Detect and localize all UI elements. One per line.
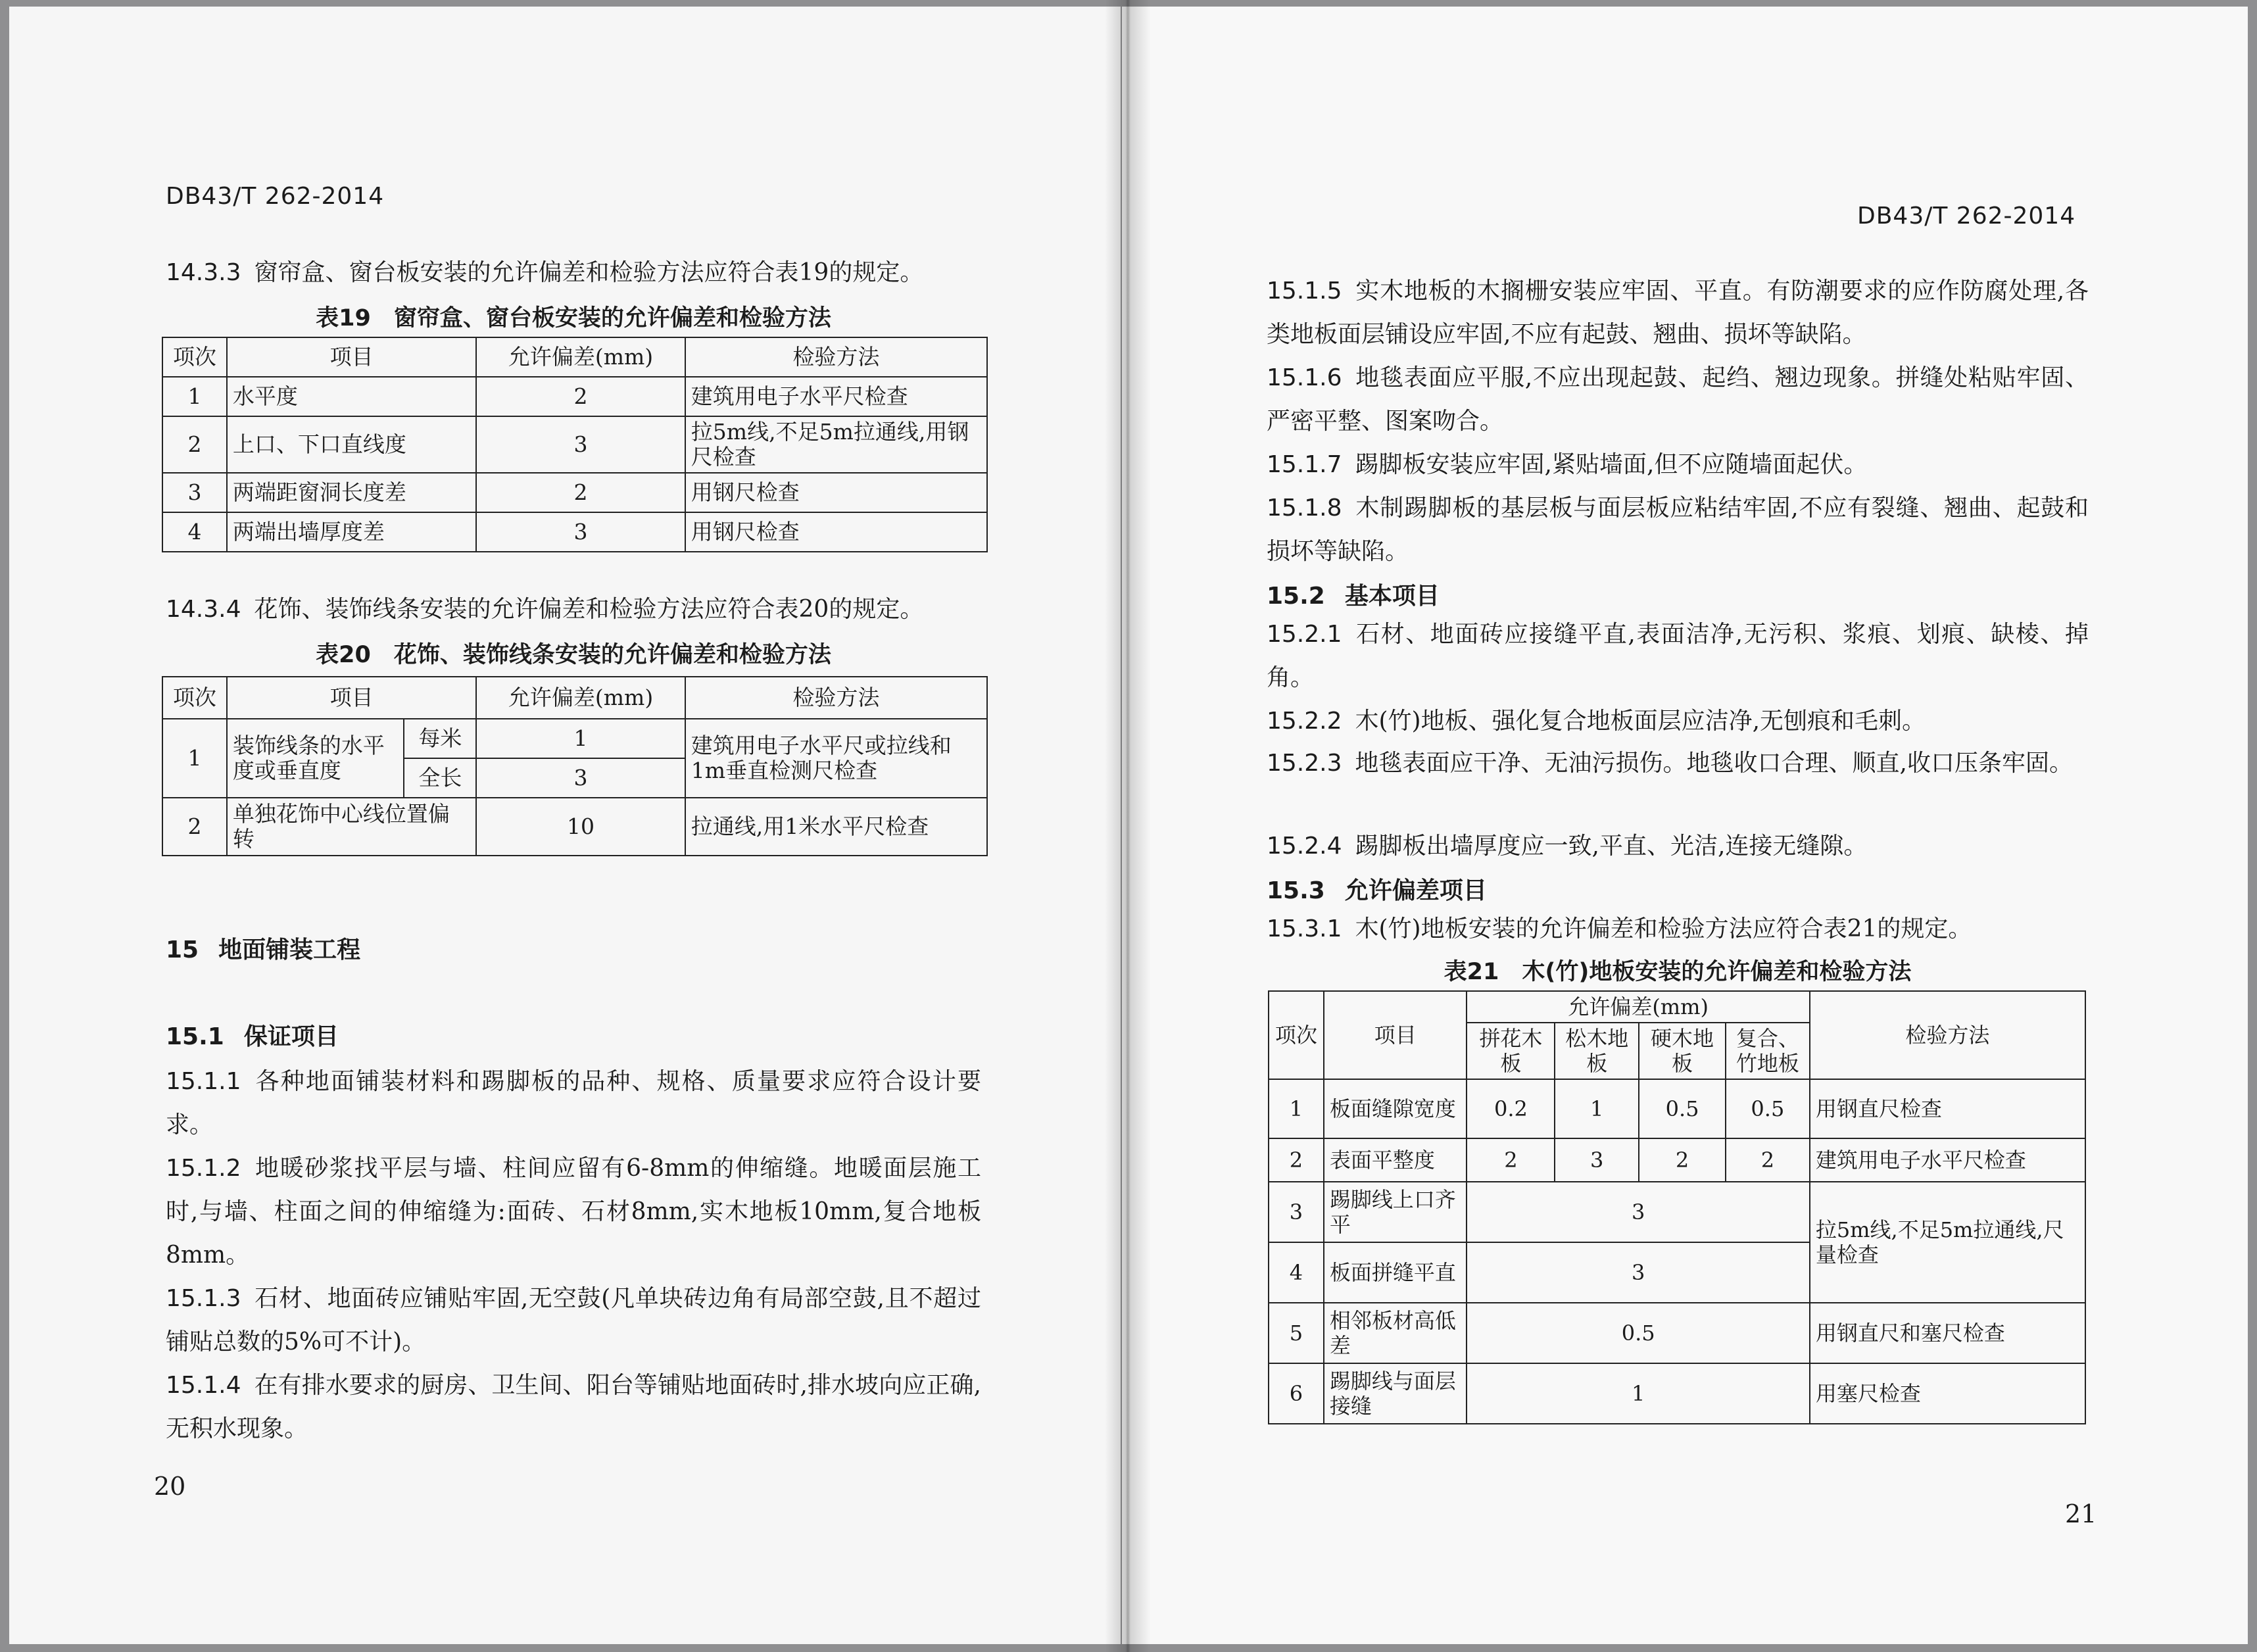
table-row xyxy=(162,512,987,552)
cell: 两端出墙厚度差 xyxy=(227,512,476,552)
cell: 建筑用电子水平尺检查 xyxy=(685,377,987,416)
cell: 每米 xyxy=(404,719,476,758)
cell: 单独花饰中心线位置偏转 xyxy=(227,798,476,856)
cell: 用钢尺检查 xyxy=(685,512,987,552)
heading-number: 15.3 xyxy=(1267,877,1325,904)
clause-text: 石材、地面砖应铺贴牢固,无空鼓(凡单块砖边角有局部空鼓,且不超过铺贴总数的5%可不计)。 xyxy=(166,1285,981,1355)
document-code: DB43/T 262-2014 xyxy=(1857,203,2076,230)
cell: 建筑用电子水平尺或拉线和1m垂直检测尺检查 xyxy=(685,719,987,798)
cell: 用钢直尺检查 xyxy=(1810,1079,2085,1138)
cell: 1 xyxy=(476,719,685,758)
clause-15-2-4 xyxy=(1267,825,2089,868)
cell: 2 xyxy=(1639,1138,1726,1182)
clause-15-1-6 xyxy=(1267,356,2089,443)
cell: 0.5 xyxy=(1726,1079,1810,1138)
cell: 装饰线条的水平度或垂直度 xyxy=(227,719,404,798)
header-cell: 项次 xyxy=(1269,991,1324,1079)
clause-text: 窗帘盒、窗台板安装的允许偏差和检验方法应符合表19的规定。 xyxy=(254,259,924,286)
clause-14-3-4 xyxy=(166,588,981,631)
table-20-caption: 表20 花饰、装饰线条安装的允许偏差和检验方法 xyxy=(316,642,831,668)
cell: 全长 xyxy=(404,758,476,798)
cell: 用钢尺检查 xyxy=(685,473,987,512)
clause-15-2-2 xyxy=(1267,700,2089,743)
header-cell: 允许偏差(mm) xyxy=(476,337,685,377)
cell: 3 xyxy=(1555,1138,1639,1182)
right-page xyxy=(1122,7,2248,1644)
clause-15-1-5 xyxy=(1267,270,2089,356)
cell: 踢脚线上口齐平 xyxy=(1324,1182,1467,1242)
table-21-caption: 表21 木(竹)地板安装的允许偏差和检验方法 xyxy=(1444,959,1912,985)
cell: 拉5m线,不足5m拉通线,用钢尺检查 xyxy=(685,416,987,473)
table-19-caption: 表19 窗帘盒、窗台板安装的允许偏差和检验方法 xyxy=(316,305,831,331)
cell: 2 xyxy=(162,798,227,856)
clause-text: 地暖砂浆找平层与墙、柱间应留有6-8mm的伸缩缝。地暖面层施工时,与墙、柱面之间的伸缩缝为:面砖、石材8mm,实木地板10mm,复合地板8mm。 xyxy=(166,1155,981,1269)
clause-15-2-3 xyxy=(1267,742,2089,785)
clause-15-3-1 xyxy=(1267,908,2089,951)
cell: 踢脚线与面层接缝 xyxy=(1324,1363,1467,1424)
cell: 2 xyxy=(1726,1138,1810,1182)
heading-text: 保证项目 xyxy=(243,1023,339,1050)
table-header-row xyxy=(162,677,987,719)
header-cell: 项次 xyxy=(162,677,227,719)
clause-text: 石材、地面砖应接缝平直,表面洁净,无污积、浆痕、划痕、缺棱、掉角。 xyxy=(1267,621,2089,691)
cell: 3 xyxy=(162,473,227,512)
page-number: 20 xyxy=(154,1472,186,1501)
clause-number: 15.1.3 xyxy=(166,1285,241,1312)
clause-number: 15.1.5 xyxy=(1267,278,1342,304)
cell: 4 xyxy=(1269,1242,1324,1303)
cell: 4 xyxy=(162,512,227,552)
header-cell: 项目 xyxy=(227,677,476,719)
heading-number: 15.1 xyxy=(166,1023,224,1050)
cell: 3 xyxy=(476,416,685,473)
section-15-3-heading xyxy=(1267,872,1487,906)
heading-text: 地面铺装工程 xyxy=(218,936,361,963)
clause-number: 15.2.4 xyxy=(1267,833,1342,860)
cell: 拉5m线,不足5m拉通线,尺量检查 xyxy=(1810,1182,2085,1303)
table-row xyxy=(162,798,987,856)
table-header-row xyxy=(162,337,987,377)
section-15-2-heading xyxy=(1267,577,1440,611)
clause-text: 花饰、装饰线条安装的允许偏差和检验方法应符合表20的规定。 xyxy=(254,596,924,623)
clause-number: 15.1.6 xyxy=(1267,364,1342,391)
left-page xyxy=(9,7,1121,1644)
clause-number: 15.1.4 xyxy=(166,1372,241,1399)
clause-number: 15.1.1 xyxy=(166,1068,241,1095)
clause-text: 踢脚板出墙厚度应一致,平直、光洁,连接无缝隙。 xyxy=(1355,833,1868,860)
page-number: 21 xyxy=(2065,1499,2097,1528)
cell: 上口、下口直线度 xyxy=(227,416,476,473)
section-15-1-heading xyxy=(166,1018,339,1052)
header-cell: 项目 xyxy=(227,337,476,377)
clause-14-3-3 xyxy=(166,251,981,295)
table-21 xyxy=(1268,990,2086,1424)
cell: 5 xyxy=(1269,1303,1324,1363)
clause-15-2-1 xyxy=(1267,613,2089,700)
table-row xyxy=(1269,1182,2085,1242)
cell: 板面拼缝平直 xyxy=(1324,1242,1467,1303)
cell: 0.2 xyxy=(1467,1079,1555,1138)
heading-number: 15 xyxy=(166,936,199,963)
clause-text: 木(竹)地板、强化复合地板面层应洁净,无刨痕和毛刺。 xyxy=(1355,708,1926,735)
header-cell: 允许偏差(mm) xyxy=(476,677,685,719)
section-15-heading xyxy=(166,931,360,965)
cell: 3 xyxy=(1467,1182,1809,1242)
cell: 3 xyxy=(476,512,685,552)
clause-number: 15.1.7 xyxy=(1267,451,1342,478)
clause-text: 踢脚板安装应牢固,紧贴墙面,但不应随墙面起伏。 xyxy=(1355,451,1868,478)
clause-number: 15.2.3 xyxy=(1267,750,1342,777)
clause-number: 15.1.8 xyxy=(1267,495,1342,522)
cell: 6 xyxy=(1269,1363,1324,1424)
cell: 相邻板材高低差 xyxy=(1324,1303,1467,1363)
clause-15-1-1 xyxy=(166,1060,981,1147)
table-header-row xyxy=(1269,991,2085,1023)
cell: 表面平整度 xyxy=(1324,1138,1467,1182)
table-row xyxy=(162,473,987,512)
clause-text: 地毯表面应干净、无油污损伤。地毯收口合理、顺直,收口压条牢固。 xyxy=(1355,750,2073,777)
clause-number: 14.3.4 xyxy=(166,596,241,623)
cell: 两端距窗洞长度差 xyxy=(227,473,476,512)
table-row xyxy=(1269,1138,2085,1182)
document-code: DB43/T 262-2014 xyxy=(166,183,385,210)
cell: 用钢直尺和塞尺检查 xyxy=(1810,1303,2085,1363)
header-cell: 松木地板 xyxy=(1555,1023,1639,1079)
cell: 用塞尺检查 xyxy=(1810,1363,2085,1424)
cell: 2 xyxy=(476,473,685,512)
table-row xyxy=(1269,1363,2085,1424)
header-cell: 检验方法 xyxy=(685,337,987,377)
cell: 2 xyxy=(1269,1138,1324,1182)
clause-15-1-4 xyxy=(166,1364,981,1451)
heading-text: 基本项目 xyxy=(1344,583,1440,610)
cell: 1 xyxy=(1555,1079,1639,1138)
cell: 10 xyxy=(476,798,685,856)
cell: 0.5 xyxy=(1467,1303,1809,1363)
cell: 2 xyxy=(476,377,685,416)
clause-15-1-3 xyxy=(166,1277,981,1364)
header-cell: 允许偏差(mm) xyxy=(1467,991,1809,1023)
clause-15-1-2 xyxy=(166,1147,981,1277)
cell: 1 xyxy=(162,377,227,416)
clause-text: 在有排水要求的厨房、卫生间、阳台等铺贴地面砖时,排水坡向应正确,无积水现象。 xyxy=(166,1372,981,1442)
clause-15-1-8 xyxy=(1267,487,2089,573)
cell: 1 xyxy=(162,719,227,798)
clause-number: 15.2.1 xyxy=(1267,621,1342,648)
table-row xyxy=(162,377,987,416)
table-row xyxy=(162,416,987,473)
cell: 水平度 xyxy=(227,377,476,416)
clause-number: 15.3.1 xyxy=(1267,915,1342,942)
cell: 板面缝隙宽度 xyxy=(1324,1079,1467,1138)
table-row xyxy=(162,719,987,758)
clause-text: 木(竹)地板安装的允许偏差和检验方法应符合表21的规定。 xyxy=(1355,915,1972,942)
cell: 3 xyxy=(1467,1242,1809,1303)
heading-text: 允许偏差项目 xyxy=(1344,877,1487,904)
clause-text: 各种地面铺装材料和踢脚板的品种、规格、质量要求应符合设计要求。 xyxy=(166,1068,981,1138)
cell: 1 xyxy=(1269,1079,1324,1138)
header-cell: 检验方法 xyxy=(685,677,987,719)
table-row xyxy=(1269,1303,2085,1363)
cell: 建筑用电子水平尺检查 xyxy=(1810,1138,2085,1182)
header-cell: 复合、竹地板 xyxy=(1726,1023,1810,1079)
cell: 1 xyxy=(1467,1363,1809,1424)
cell: 拉通线,用1米水平尺检查 xyxy=(685,798,987,856)
clause-number: 15.1.2 xyxy=(166,1155,241,1182)
table-row xyxy=(1269,1079,2085,1138)
header-cell: 项次 xyxy=(162,337,227,377)
cell: 2 xyxy=(1467,1138,1555,1182)
cell: 0.5 xyxy=(1639,1079,1726,1138)
table-20 xyxy=(162,676,988,856)
clause-number: 14.3.3 xyxy=(166,259,241,286)
cell: 3 xyxy=(1269,1182,1324,1242)
table-19 xyxy=(162,337,988,552)
header-cell: 检验方法 xyxy=(1810,991,2085,1079)
clause-number: 15.2.2 xyxy=(1267,708,1342,735)
clause-text: 地毯表面应平服,不应出现起鼓、起绉、翘边现象。拼缝处粘贴牢固、严密平整、图案吻合。 xyxy=(1267,364,2089,435)
heading-number: 15.2 xyxy=(1267,583,1325,610)
clause-15-1-7 xyxy=(1267,443,2089,487)
header-cell: 项目 xyxy=(1324,991,1467,1079)
cell: 2 xyxy=(162,416,227,473)
header-cell: 硬木地板 xyxy=(1639,1023,1726,1079)
clause-text: 实木地板的木搁栅安装应牢固、平直。有防潮要求的应作防腐处理,各类地板面层铺设应牢固,不应有起鼓、翘曲、损坏等缺陷。 xyxy=(1267,278,2089,348)
clause-text: 木制踢脚板的基层板与面层板应粘结牢固,不应有裂缝、翘曲、起鼓和损坏等缺陷。 xyxy=(1267,495,2089,565)
header-cell: 拼花木板 xyxy=(1467,1023,1555,1079)
cell: 3 xyxy=(476,758,685,798)
